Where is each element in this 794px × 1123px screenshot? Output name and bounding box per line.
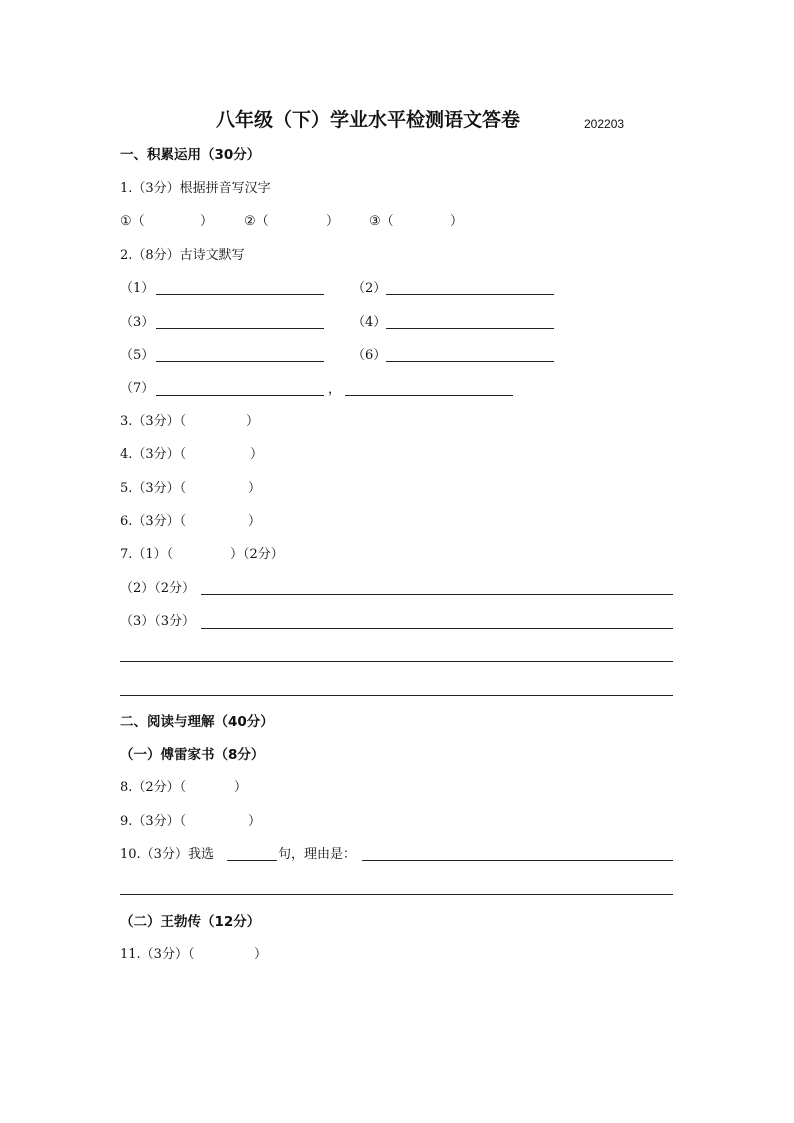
q9-answer[interactable] — [196, 812, 248, 832]
q7-label: 7.（1）（ — [120, 547, 174, 562]
q10-choice-line[interactable] — [227, 860, 277, 861]
q2-item-4-label: （4） — [352, 315, 387, 330]
q1-blank-2-answer[interactable] — [270, 212, 326, 232]
q2-item-2-label: （2） — [352, 281, 387, 296]
q5-answer[interactable] — [196, 479, 248, 499]
q2-item-7-comma: ， — [328, 382, 342, 397]
q2-item-1-label: （1） — [120, 281, 155, 296]
q9-close: ） — [248, 814, 262, 829]
q3-close: ） — [246, 414, 260, 429]
q1-blank-3-close: ） — [450, 214, 464, 229]
q1-blank-2-open: ②（ — [244, 214, 269, 229]
part-heading-2: （二）王勃传（12分） — [120, 914, 261, 930]
q2-item-6-label: （6） — [352, 348, 387, 363]
q6-answer[interactable] — [196, 512, 248, 532]
q2-item-7-answer-line-a[interactable] — [156, 395, 324, 396]
q3-label: 3.（3分）（ — [120, 414, 187, 429]
q1-blank-2-close: ） — [326, 214, 340, 229]
q2-item-5-answer-line[interactable] — [156, 361, 324, 362]
q1-blank-3-open: ③（ — [369, 214, 394, 229]
q10-reason-line-1[interactable] — [362, 860, 673, 861]
q9-label: 9.（3分）（ — [120, 814, 187, 829]
q5-close: ） — [248, 481, 262, 496]
q2-item-7-answer-line-b[interactable] — [345, 395, 513, 396]
part-heading-1: （一）傅雷家书（8分） — [120, 747, 265, 763]
q7-sub3-answer-line-1[interactable] — [201, 628, 673, 629]
q2-item-4-answer-line[interactable] — [386, 328, 554, 329]
section-heading-2: 二、阅读与理解（40分） — [120, 714, 274, 730]
exam-code: 202203 — [584, 117, 625, 131]
q2-item-6-answer-line[interactable] — [386, 361, 554, 362]
q8-label: 8.（2分）（ — [120, 780, 187, 795]
q11-close: ） — [254, 947, 268, 962]
q10-reason-line-2[interactable] — [120, 894, 673, 895]
q10-reason-label: 句，理由是： — [278, 847, 357, 862]
q11-label: 11.（3分）（ — [120, 947, 195, 962]
q2-item-3-label: （3） — [120, 315, 155, 330]
q2-item-3-answer-line[interactable] — [156, 328, 324, 329]
q4-label: 4.（3分）（ — [120, 447, 187, 462]
q2-item-5-label: （5） — [120, 348, 155, 363]
q6-close: ） — [248, 514, 262, 529]
q1-blank-1-answer[interactable] — [145, 212, 200, 232]
q2-item-1-answer-line[interactable] — [156, 294, 324, 295]
q11-answer[interactable] — [202, 945, 254, 965]
q5-label: 5.（3分）（ — [120, 481, 187, 496]
section-heading-1: 一、积累运用（30分） — [120, 147, 261, 163]
q1-label: 1.（3分）根据拼音写汉字 — [120, 181, 271, 196]
q7-close: ）（2分） — [230, 547, 284, 562]
q2-item-7-label: （7） — [120, 381, 155, 396]
q8-close: ） — [234, 780, 248, 795]
q2-item-2-answer-line[interactable] — [386, 294, 554, 295]
q10-label: 10.（3分）我选 — [120, 847, 214, 862]
q3-answer[interactable] — [196, 412, 246, 432]
q7-sub2-answer-line[interactable] — [201, 594, 673, 595]
q6-label: 6.（3分）（ — [120, 514, 187, 529]
q4-close: ） — [250, 447, 264, 462]
q7-sub2-label: （2）（2分） — [120, 581, 196, 596]
q7-sub3-answer-line-2[interactable] — [120, 661, 673, 662]
q1-blank-3-answer[interactable] — [394, 212, 450, 232]
q1-blank-1-open: ①（ — [120, 214, 145, 229]
q7-sub3-label: （3）（3分） — [120, 614, 196, 629]
q2-label: 2.（8分）古诗文默写 — [120, 248, 245, 263]
q7-sub3-answer-line-3[interactable] — [120, 695, 673, 696]
q7-answer-1[interactable] — [182, 545, 230, 565]
q8-answer[interactable] — [196, 778, 234, 798]
page-title: 八年级（下）学业水平检测语文答卷 — [216, 109, 521, 131]
q1-blank-1-close: ） — [200, 214, 214, 229]
q4-answer[interactable] — [196, 445, 250, 465]
